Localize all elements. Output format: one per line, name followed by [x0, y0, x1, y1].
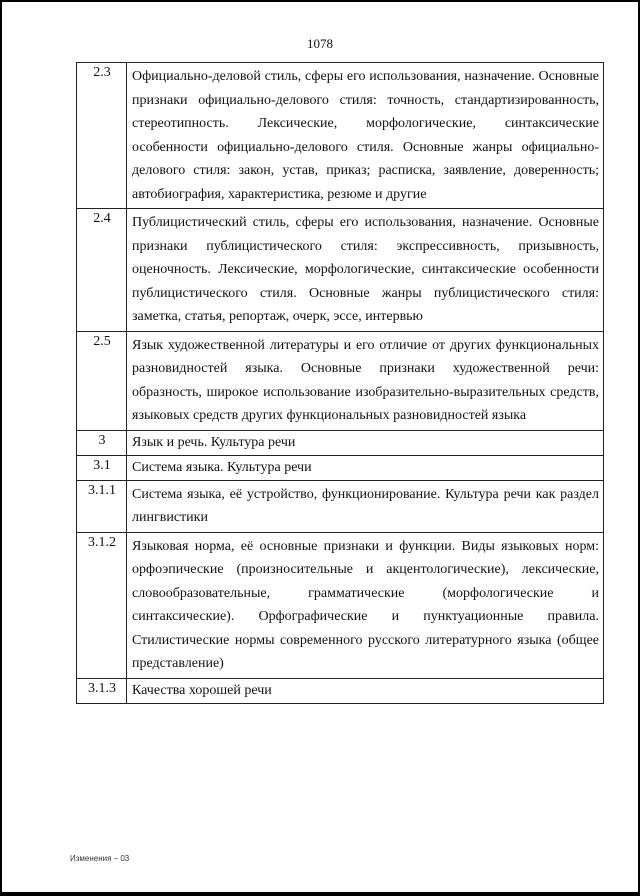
- row-number: 3.1.1: [77, 480, 127, 532]
- table-row: [77, 480, 604, 532]
- row-number: 3: [77, 430, 127, 455]
- row-number: 2.4: [77, 209, 127, 332]
- table-row: [77, 209, 604, 332]
- table-row: [77, 331, 604, 430]
- row-text: Языковая норма, её основные признаки и функции. Виды языковых норм: орфоэпические (произносительные и акцентологические), лексические, словообразовательные, грамматические (морфологические и синтаксические). Орфографические и пунктуационные правила. Стилистические нормы современного русского литературного языка (общее представление): [127, 532, 604, 678]
- row-text: Официально-деловой стиль, сферы его использования, назначение. Основные признаки официально-делового стиля: точность, стандартизированность, стереотипность. Лексические, морфологические, синтаксические особенности официально-делового стиля. Основные жанры официально-делового стиля: закон, устав, приказ; расписка, заявление, доверенность; автобиография, характеристика, резюме и другие: [127, 63, 604, 209]
- table-row: [77, 678, 604, 703]
- scan-border-left: [0, 0, 2, 896]
- row-number: 3.1.2: [77, 532, 127, 678]
- row-text: Система языка, её устройство, функционирование. Культура речи как раздел лингвистики: [127, 480, 604, 532]
- row-text: Публицистический стиль, сферы его использования, назначение. Основные признаки публицистического стиля: экспрессивность, призывность, оценочность. Лексические, морфологические, синтаксические особенности публицистического стиля. Основные жанры публицистического стиля: заметка, статья, репортаж, очерк, эссе, интервью: [127, 209, 604, 332]
- row-number: 3.1: [77, 455, 127, 480]
- row-number: 3.1.3: [77, 678, 127, 703]
- table-row: [77, 532, 604, 678]
- row-text: Система языка. Культура речи: [127, 455, 604, 480]
- row-number: 2.3: [77, 63, 127, 209]
- scan-border-bottom: [0, 892, 640, 896]
- footer-revision-note: Изменения – 03: [70, 854, 130, 863]
- table-row: [77, 430, 604, 455]
- row-text: Язык и речь. Культура речи: [127, 430, 604, 455]
- scan-border-top: [0, 0, 640, 2]
- row-text: Качества хорошей речи: [127, 678, 604, 703]
- row-text: Язык художественной литературы и его отличие от других функциональных разновидностей языка. Основные признаки художественной речи: образность, широкое использование изобразительно-выразительных средств, языковых средств других функциональных разновидностей языка: [127, 331, 604, 430]
- row-number: 2.5: [77, 331, 127, 430]
- table-row: [77, 63, 604, 209]
- curriculum-table: [76, 62, 604, 704]
- table-row: [77, 455, 604, 480]
- page-number: 1078: [307, 36, 333, 51]
